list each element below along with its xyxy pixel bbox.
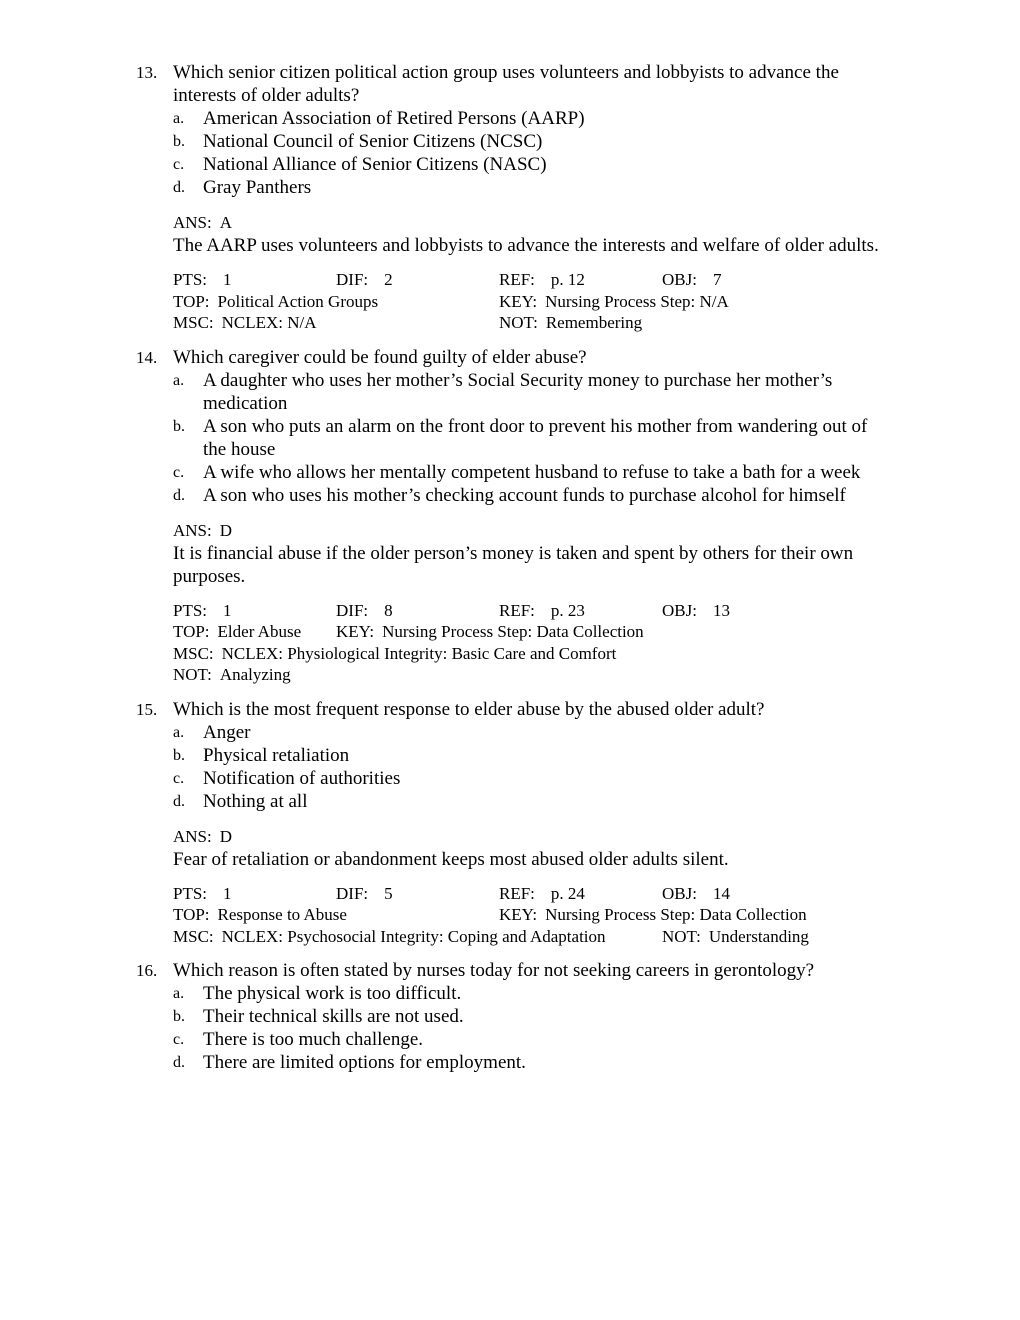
choice-text: National Alliance of Senior Citizens (NASC) <box>203 154 547 175</box>
choice-text: A son who uses his mother’s checking account funds to purchase alcohol for himself <box>203 484 846 506</box>
top-value: Political Action Groups <box>217 291 379 311</box>
ref-value: p. 24 <box>550 883 585 903</box>
key-value: Nursing Process Step: N/A <box>545 291 729 311</box>
key-label: KEY: <box>499 905 538 924</box>
question-number: 15. <box>136 699 158 719</box>
choice-b <box>173 1005 893 1028</box>
choice-letter: c. <box>173 156 185 173</box>
obj-value: 14 <box>712 883 730 903</box>
msc-value: NCLEX: Psychosocial Integrity: Coping and Adaptation <box>221 926 606 946</box>
ref-label: REF: <box>499 600 535 620</box>
choice-b <box>173 744 893 767</box>
not-label: NOT: <box>662 926 701 946</box>
choice-text: There is too much challenge. <box>203 1029 424 1050</box>
not-label: NOT: <box>173 665 212 684</box>
top-value: Response to Abuse <box>217 905 347 924</box>
metadata-block <box>173 600 893 686</box>
pts-label: PTS: <box>173 270 208 289</box>
pts-label: PTS: <box>173 600 208 620</box>
ans-value: D <box>219 520 233 540</box>
choice-d <box>173 484 893 507</box>
choice-text: Anger <box>203 721 251 743</box>
choice-a <box>173 721 893 744</box>
top-label: TOP: <box>173 905 210 924</box>
choice-letter: c. <box>173 1031 185 1048</box>
msc-label: MSC: <box>173 313 214 332</box>
choice-text: Gray Panthers <box>203 177 312 198</box>
choice-text: American Association of Retired Persons (AARP) <box>203 108 585 129</box>
not-value: Understanding <box>708 926 809 946</box>
key-label: KEY: <box>499 291 538 311</box>
choice-letter: b. <box>173 1008 185 1025</box>
choice-letter: b. <box>173 746 185 764</box>
top-label: TOP: <box>173 291 210 311</box>
not-value: Analyzing <box>219 665 291 684</box>
answer-line <box>173 211 893 234</box>
choice-letter: d. <box>173 1054 185 1071</box>
top-value: Elder Abuse <box>217 622 302 641</box>
choice-letter: d. <box>173 486 185 504</box>
ref-label: REF: <box>499 270 535 289</box>
choice-c <box>173 1028 893 1051</box>
choice-text: The physical work is too difficult. <box>203 983 462 1004</box>
pts-value: 1 <box>223 600 232 620</box>
ans-label: ANS: <box>173 826 212 846</box>
choice-text: A son who puts an alarm on the front door to prevent his mother from wandering out of the house <box>203 415 868 460</box>
question-16 <box>0 959 893 1074</box>
ans-value: A <box>219 213 233 232</box>
choice-a <box>173 982 893 1005</box>
choice-letter: c. <box>173 463 185 481</box>
dif-value: 2 <box>384 270 393 289</box>
answer-choices <box>173 982 893 1074</box>
choice-text: Physical retaliation <box>203 744 350 766</box>
pts-value: 1 <box>223 270 232 289</box>
rationale: Fear of retaliation or abandonment keeps most abused older adults silent. <box>173 848 729 870</box>
not-value: Remembering <box>545 313 643 332</box>
top-label: TOP: <box>173 622 210 641</box>
msc-label: MSC: <box>173 926 214 946</box>
question-stem: Which senior citizen political action group uses volunteers and lobbyists to advance the interests of older adults? <box>173 62 839 106</box>
choice-letter: a. <box>173 371 185 389</box>
choice-letter: a. <box>173 110 185 127</box>
choice-text: There are limited options for employment. <box>203 1052 526 1073</box>
ref-value: p. 12 <box>550 270 585 289</box>
ans-label: ANS: <box>173 520 212 540</box>
dif-value: 5 <box>384 883 393 903</box>
msc-value: NCLEX: N/A <box>221 313 317 332</box>
answer-line <box>173 825 893 848</box>
key-value: Nursing Process Step: Data Collection <box>545 905 807 924</box>
key-label: KEY: <box>336 622 375 641</box>
question-stem: Which caregiver could be found guilty of elder abuse? <box>173 346 587 368</box>
choice-text: A wife who allows her mentally competent husband to refuse to take a bath for a week <box>203 461 861 483</box>
metadata-block <box>173 883 893 948</box>
choice-c <box>173 767 893 790</box>
choice-a <box>173 107 893 130</box>
choice-d <box>173 790 893 813</box>
choice-text: Nothing at all <box>203 790 308 812</box>
dif-label: DIF: <box>336 883 369 903</box>
choice-b <box>173 415 893 461</box>
key-value: Nursing Process Step: Data Collection <box>382 622 644 641</box>
answer-choices <box>173 721 893 813</box>
choice-letter: b. <box>173 133 185 150</box>
ans-value: D <box>219 826 233 846</box>
ans-label: ANS: <box>173 213 212 232</box>
pts-value: 1 <box>223 883 232 903</box>
choice-letter: b. <box>173 417 185 435</box>
dif-label: DIF: <box>336 600 369 620</box>
document-page <box>0 61 1020 1074</box>
choice-letter: d. <box>173 179 185 196</box>
question-number: 14. <box>136 347 158 367</box>
metadata-block <box>173 269 893 334</box>
choice-letter: d. <box>173 792 185 810</box>
choice-letter: a. <box>173 985 185 1002</box>
choice-text: A daughter who uses her mother’s Social Security money to purchase her mother’s medication <box>203 369 833 414</box>
answer-line <box>173 519 893 542</box>
rationale: It is financial abuse if the older person’s money is taken and spent by others for their own purposes. <box>173 542 854 587</box>
choice-c <box>173 153 893 176</box>
choice-text: National Council of Senior Citizens (NCSC) <box>203 131 543 152</box>
dif-value: 8 <box>384 600 393 620</box>
ref-label: REF: <box>499 883 535 903</box>
answer-choices <box>173 369 893 507</box>
question-15 <box>0 698 893 948</box>
answer-choices <box>173 107 893 199</box>
rationale: The AARP uses volunteers and lobbyists to advance the interests and welfare of older adults. <box>173 235 879 256</box>
choice-letter: a. <box>173 723 185 741</box>
question-stem: Which is the most frequent response to elder abuse by the abused older adult? <box>173 698 765 720</box>
not-label: NOT: <box>499 313 538 332</box>
choice-text: Notification of authorities <box>203 767 401 789</box>
question-stem: Which reason is often stated by nurses today for not seeking careers in gerontology? <box>173 960 815 981</box>
msc-value: NCLEX: Physiological Integrity: Basic Care and Comfort <box>221 643 617 663</box>
obj-value: 7 <box>712 270 722 289</box>
obj-label: OBJ: <box>662 883 697 903</box>
pts-label: PTS: <box>173 883 208 903</box>
choice-a <box>173 369 893 415</box>
question-14 <box>0 346 893 686</box>
choice-text: Their technical skills are not used. <box>203 1006 464 1027</box>
obj-value: 13 <box>712 600 730 620</box>
dif-label: DIF: <box>336 270 369 289</box>
choice-d <box>173 1051 893 1074</box>
choice-b <box>173 130 893 153</box>
obj-label: OBJ: <box>662 270 697 289</box>
obj-label: OBJ: <box>662 600 697 620</box>
question-number: 16. <box>136 961 158 980</box>
ref-value: p. 23 <box>550 600 585 620</box>
question-13 <box>0 61 893 334</box>
msc-label: MSC: <box>173 643 214 663</box>
choice-c <box>173 461 893 484</box>
question-number: 13. <box>136 63 158 82</box>
choice-letter: c. <box>173 769 185 787</box>
choice-d <box>173 176 893 199</box>
